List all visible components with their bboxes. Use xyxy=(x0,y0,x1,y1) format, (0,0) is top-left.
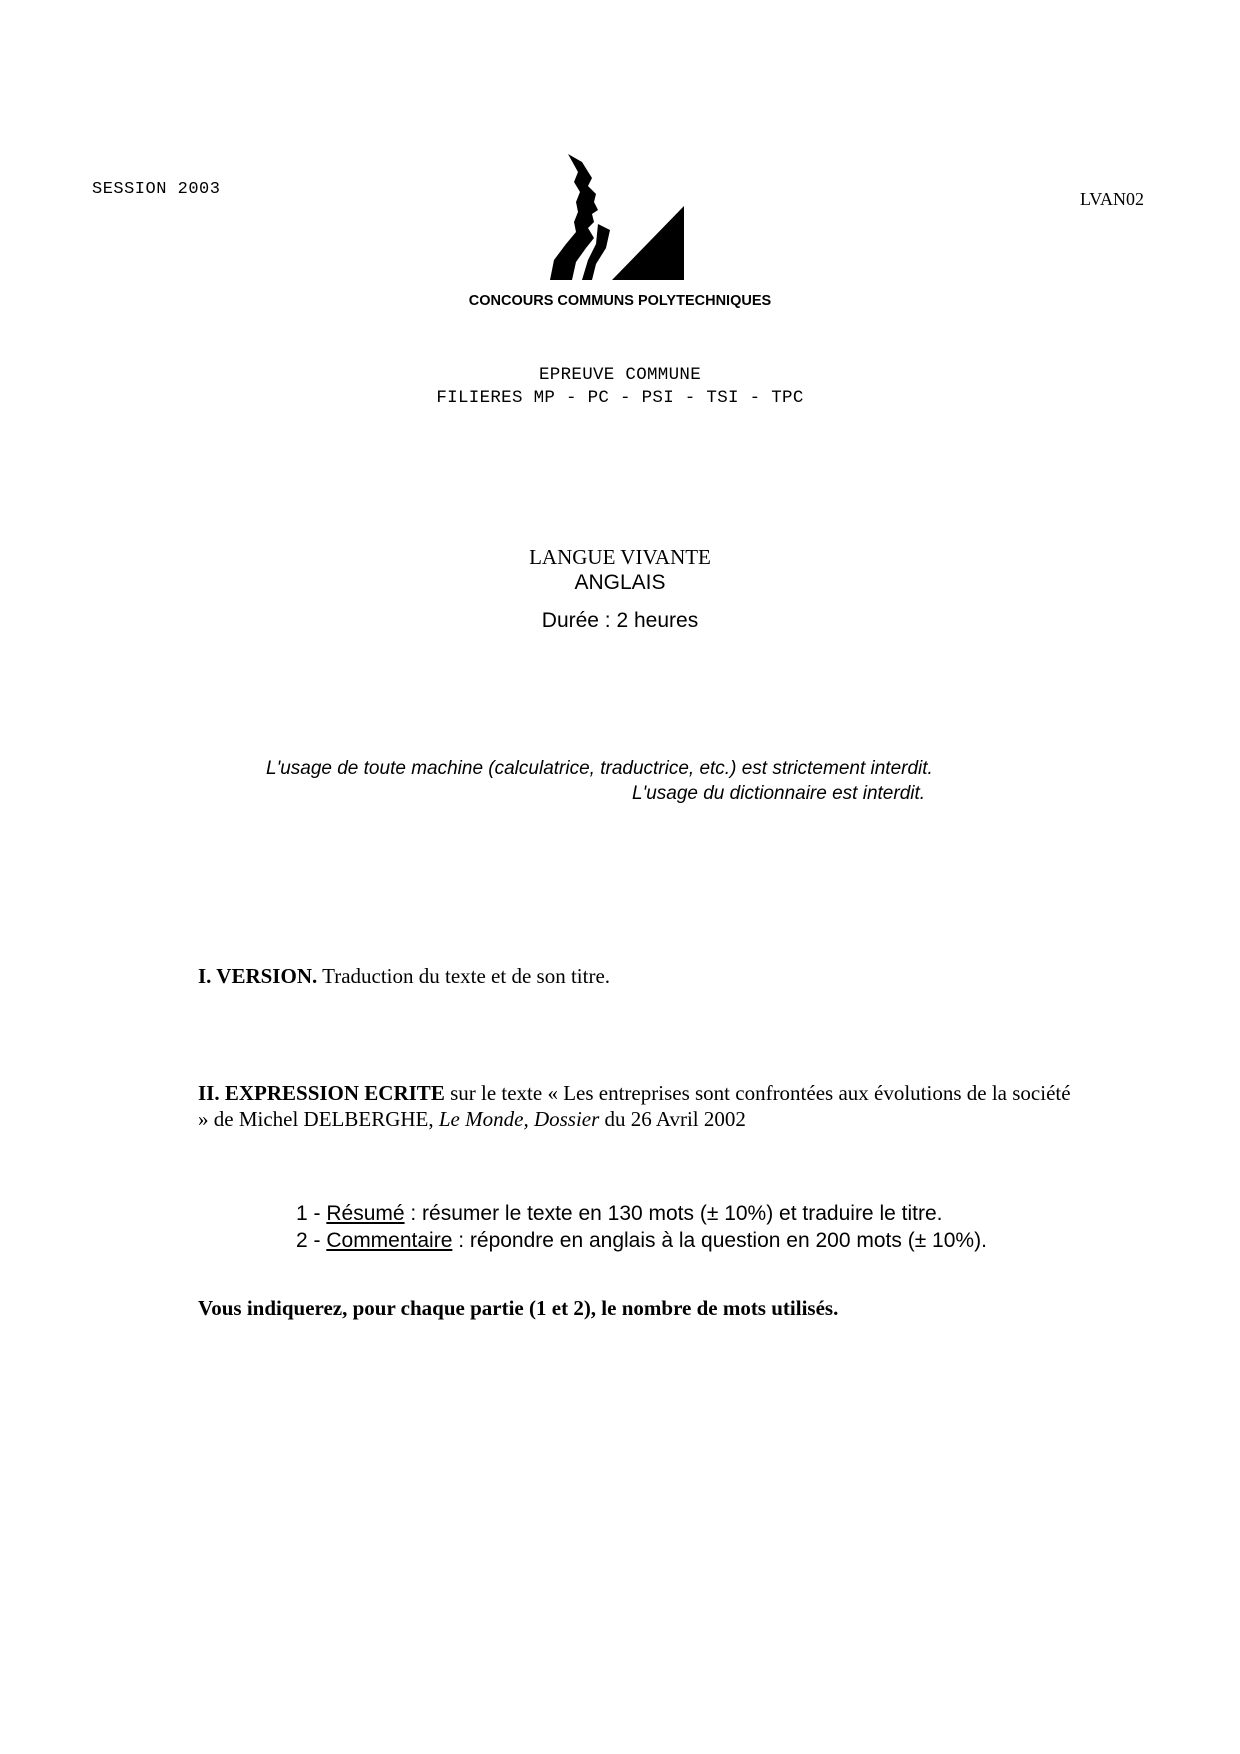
task-prefix: 2 - xyxy=(296,1229,327,1252)
task-item xyxy=(296,1200,987,1227)
task-label: Commentaire xyxy=(326,1229,453,1252)
section-expression-source: Le Monde, Dossier xyxy=(438,1107,600,1131)
section-expression-text-b: du 26 Avril 2002 xyxy=(599,1107,746,1131)
task-prefix: 1 - xyxy=(296,1202,327,1225)
subject-line-2: ANGLAIS xyxy=(574,571,666,594)
section-version xyxy=(198,964,610,989)
exam-code: LVAN02 xyxy=(1079,189,1144,209)
task-list xyxy=(296,1200,987,1254)
exam-type-block xyxy=(0,364,1240,410)
section-version-text: Traduction du texte et de son titre. xyxy=(317,964,611,988)
notice-machines: L'usage de toute machine (calculatrice, traductrice, etc.) est strictement interdit. xyxy=(266,758,933,779)
ccp-profile-logo xyxy=(548,152,686,282)
session-label: SESSION 2003 xyxy=(92,180,221,199)
organization-name: CONCOURS COMMUNS POLYTECHNIQUES xyxy=(468,293,772,309)
subject-line-1: LANGUE VIVANTE xyxy=(529,545,711,569)
exam-duration: Durée : 2 heures xyxy=(541,609,699,632)
task-text: : répondre en anglais à la question en 200 mots (± 10%). xyxy=(452,1229,987,1252)
section-expression-title: II. EXPRESSION ECRITE xyxy=(198,1081,445,1105)
task-label: Résumé xyxy=(326,1202,405,1225)
exam-type-line: EPREUVE COMMUNE xyxy=(538,365,702,385)
section-expression-text-a: sur le texte « Les entreprises sont confrontées aux évolutions de la société » de Michel DELBERGHE, xyxy=(198,1081,1071,1131)
section-expression xyxy=(198,1080,1078,1132)
task-item xyxy=(296,1227,987,1254)
final-instruction: Vous indiquerez, pour chaque partie (1 et 2), le nombre de mots utilisés. xyxy=(198,1296,839,1320)
notice-dictionary: L'usage du dictionnaire est interdit. xyxy=(632,783,926,804)
section-version-title: I. VERSION. xyxy=(198,964,318,988)
exam-streams-line: FILIERES MP - PC - PSI - TSI - TPC xyxy=(436,388,804,408)
task-text: : résumer le texte en 130 mots (± 10%) et traduire le titre. xyxy=(404,1202,943,1225)
